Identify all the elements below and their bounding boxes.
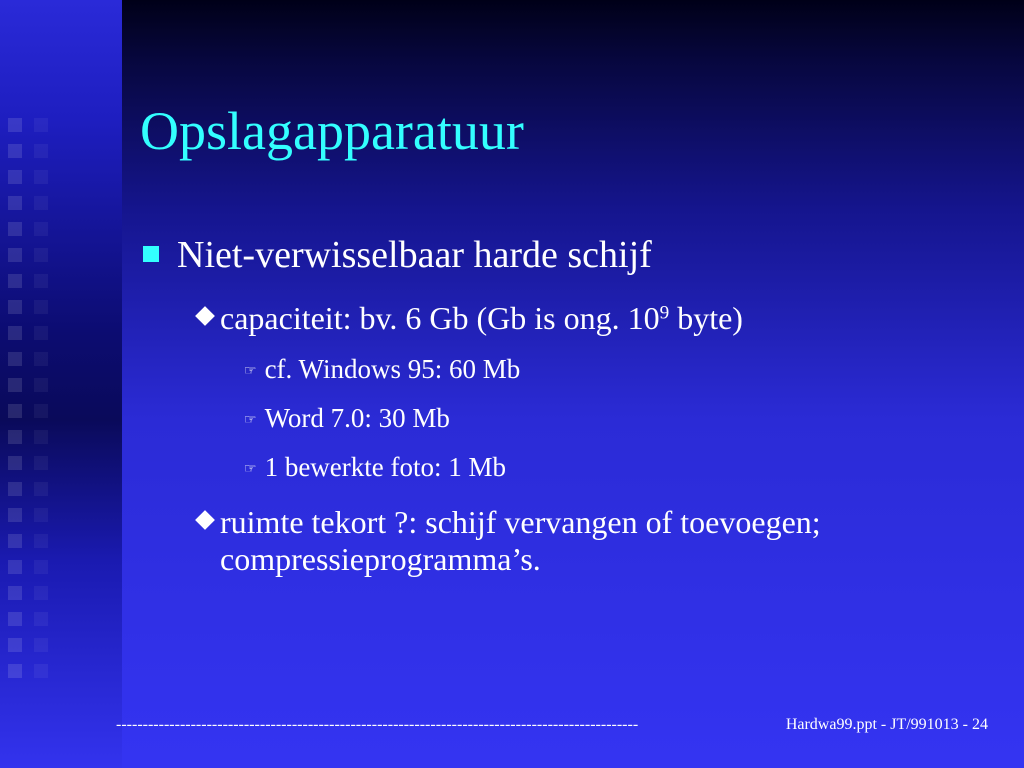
capacity-text-post: byte) [669, 300, 743, 336]
bullet-space-shortage [194, 504, 821, 578]
bullet-level1 [143, 233, 652, 277]
pointing-hand-icon: ☞ [244, 413, 257, 428]
square-bullet-icon [143, 246, 159, 262]
diamond-bullet-icon [195, 306, 215, 326]
bullet-capacity [194, 300, 743, 337]
footer-text: Hardwa99.ppt - JT/991013 - 24 [785, 716, 988, 733]
diamond-bullet-icon [195, 510, 215, 530]
capacity-text-pre: capaciteit: bv. 6 Gb (Gb is ong. 10 [220, 300, 660, 336]
left-decor-strip [0, 0, 122, 768]
sub-item-text: 1 bewerkte foto: 1 Mb [264, 452, 507, 482]
space-shortage-line2: compressieprogramma’s. [220, 541, 541, 577]
decor-squares [8, 118, 26, 678]
slide-title: Opslagapparatuur [140, 101, 524, 161]
bullet-level1-text: Niet-verwisselbaar harde schijf [177, 234, 652, 276]
sub-item [244, 403, 450, 434]
sub-item [244, 354, 520, 385]
pointing-hand-icon: ☞ [244, 364, 257, 379]
slide-footer [116, 716, 988, 734]
sub-item-text: Word 7.0: 30 Mb [264, 403, 450, 433]
space-shortage-line1: ruimte tekort ?: schijf vervangen of toevoegen; [220, 504, 821, 540]
sub-item-text: cf. Windows 95: 60 Mb [264, 354, 521, 384]
capacity-exponent: 9 [659, 302, 670, 324]
pointing-hand-icon: ☞ [244, 462, 257, 477]
sub-item [244, 452, 506, 483]
decor-squares-faint [34, 118, 48, 678]
footer-dashes: -------------------------------------------------------------------------------------------------- [116, 716, 639, 733]
